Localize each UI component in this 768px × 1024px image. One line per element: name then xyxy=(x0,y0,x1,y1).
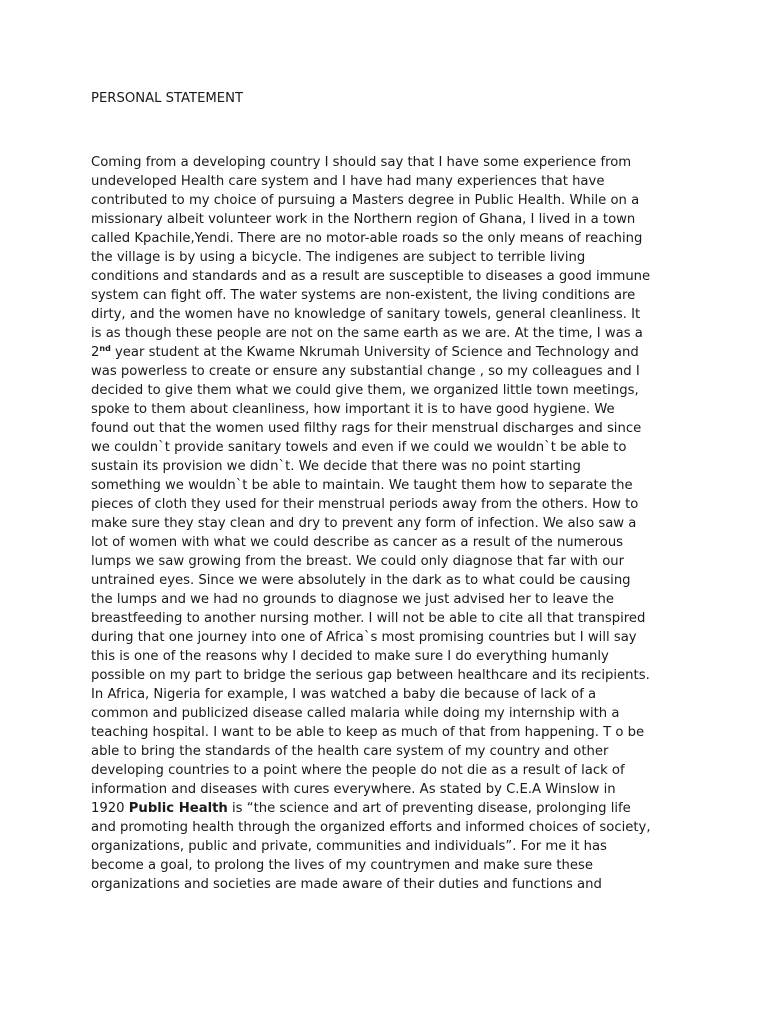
text-line: found out that the women used filthy rags for their menstrual discharges and since xyxy=(91,421,642,436)
text-line: developing countries to a point where the people do not die as a result of lack of xyxy=(91,763,625,778)
text-line: decided to give them what we could give them, we organized little town meetings, xyxy=(91,383,639,398)
text-line: In Africa, Nigeria for example, I was watched a baby die because of lack of a xyxy=(91,687,597,702)
text-line: the village is by using a bicycle. The indigenes are subject to terrible living xyxy=(91,250,586,265)
text-line: undeveloped Health care system and I have had many experiences that have xyxy=(91,174,605,189)
text-line: become a goal, to prolong the lives of my countrymen and make sure these xyxy=(91,858,593,873)
text-line-rest: is “the science and art of preventing disease, prolonging life xyxy=(227,801,631,816)
document-title: PERSONAL STATEMENT xyxy=(91,91,244,106)
statement-body xyxy=(91,153,691,894)
text-line-ordinal xyxy=(91,343,691,362)
text-line: spoke to them about cleanliness, how important it is to have good hygiene. We xyxy=(91,402,615,417)
text-line: pieces of cloth they used for their menstrual periods away from the others. How to xyxy=(91,497,639,512)
text-line: breastfeeding to another nursing mother. I will not be able to cite all that transpired xyxy=(91,611,646,626)
text-line: we couldn`t provide sanitary towels and even if we could we wouldn`t be able to xyxy=(91,440,627,455)
text-line: was powerless to create or ensure any substantial change , so my colleagues and I xyxy=(91,364,640,379)
text-line: common and publicized disease called malaria while doing my internship with a xyxy=(91,706,620,721)
text-line-definition xyxy=(91,799,691,818)
text-line: something we wouldn`t be able to maintain. We taught them how to separate the xyxy=(91,478,633,493)
text-line: lot of women with what we could describe as cancer as a result of the numerous xyxy=(91,535,624,550)
text-line: contributed to my choice of pursuing a Masters degree in Public Health. While on a xyxy=(91,193,640,208)
text-line: organizations, public and private, communities and individuals”. For me it has xyxy=(91,839,607,854)
text-line: this is one of the reasons why I decided to make sure I do everything humanly xyxy=(91,649,609,664)
text-line: possible on my part to bridge the serious gap between healthcare and its recipients. xyxy=(91,668,650,683)
text-line: the lumps and we had no grounds to diagnose we just advised her to leave the xyxy=(91,592,615,607)
text-line-start: 1920 xyxy=(91,801,129,816)
text-line: able to bring the standards of the health care system of my country and other xyxy=(91,744,609,759)
ordinal-number: 2 xyxy=(91,345,100,360)
bold-term: Public Health xyxy=(128,801,228,816)
text-line: sustain its provision we didn`t. We decide that there was no point starting xyxy=(91,459,581,474)
text-line: organizations and societies are made aware of their duties and functions and xyxy=(91,877,602,892)
text-line: teaching hospital. I want to be able to keep as much of that from happening. T o be xyxy=(91,725,645,740)
text-line-rest: year student at the Kwame Nkrumah University of Science and Technology and xyxy=(110,345,639,360)
text-line: is as though these people are not on the same earth as we are. At the time, I was a xyxy=(91,326,643,341)
text-line: called Kpachile,Yendi. There are no motor-able roads so the only means of reaching xyxy=(91,231,643,246)
text-line: conditions and standards and as a result are susceptible to diseases a good immune xyxy=(91,269,651,284)
text-line: missionary albeit volunteer work in the Northern region of Ghana, I lived in a town xyxy=(91,212,636,227)
text-line: system can fight off. The water systems are non-existent, the living conditions are xyxy=(91,288,636,303)
text-line: information and diseases with cures everywhere. As stated by C.E.A Winslow in xyxy=(91,782,616,797)
text-line: untrained eyes. Since we were absolutely in the dark as to what could be causing xyxy=(91,573,631,588)
text-line: during that one journey into one of Africa`s most promising countries but I will say xyxy=(91,630,637,645)
text-line: lumps we saw growing from the breast. We could only diagnose that far with our xyxy=(91,554,625,569)
text-line: and promoting health through the organized efforts and informed choices of society, xyxy=(91,820,651,835)
text-line: make sure they stay clean and dry to prevent any form of infection. We also saw a xyxy=(91,516,637,531)
text-line: Coming from a developing country I should say that I have some experience from xyxy=(91,155,632,170)
ordinal-suffix: nd xyxy=(99,344,111,353)
text-line: dirty, and the women have no knowledge of sanitary towels, general cleanliness. It xyxy=(91,307,641,322)
